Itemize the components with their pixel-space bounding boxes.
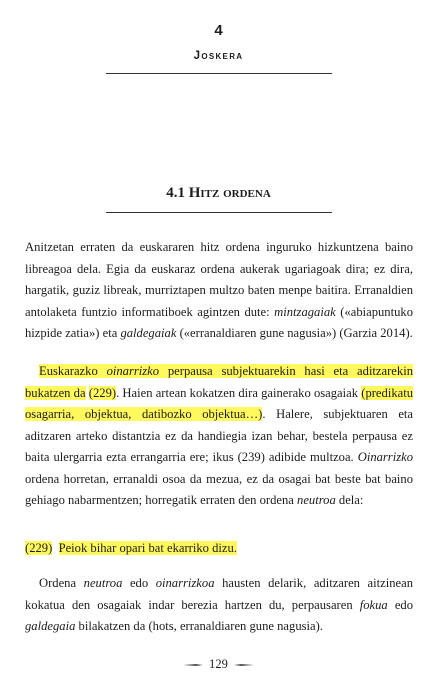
example-number: (229)	[25, 541, 53, 555]
highlighted-text: (predikatu osagarria, objektua, datibozko objektua…)	[25, 385, 414, 421]
highlighted-text: Euskarazko oinarrizko perpausa subjektuarekin hasi eta aditzarekin bukatzen da	[25, 364, 413, 400]
section-title: Hitz ordena	[188, 185, 271, 201]
chapter-divider	[106, 73, 332, 74]
page-number: 129	[209, 657, 228, 671]
paragraph-1: Anitzetan erraten da euskararen hitz ordena inguruko hizkuntzena baino libreagoa dela. Egia da euskaraz ordena aukerak ugariagoak dira; ez dira, hargatik, guziz libreak, murriztapen multzo baten menpe baitira. Erranaldien antolaketa funtzio informatiboek agintzen dute: mintzagaiak («abiapuntuko hizpide zatia») eta galdegaiak («erranaldiaren gune nagusia») (Garzia 2014).	[25, 240, 413, 340]
section-heading	[0, 185, 437, 202]
ornament-right-icon	[234, 662, 254, 668]
example-229	[25, 538, 237, 560]
section-number: 4.1	[166, 185, 185, 201]
chapter-number: 4	[214, 22, 223, 39]
page-footer	[0, 657, 437, 672]
ornament-left-icon	[183, 662, 203, 668]
section-divider	[106, 212, 332, 213]
example-sentence: Peiok bihar opari bat ekarriko dizu.	[58, 541, 237, 555]
example-reference: (229)	[88, 385, 117, 400]
paragraph-3: Ordena neutroa edo oinarrizkoa hausten delarik, aditzaren aitzinean kokatua den osagaiak indar berezia hartzen du, perpausaren fokua edo galdegaia bilakatzen da (hots, erranaldiaren gune nagusia).	[25, 576, 413, 633]
chapter-title: Joskera	[193, 50, 244, 62]
paragraph-2: Euskarazko oinarrizko perpausa subjektuarekin hasi eta aditzarekin bukatzen da (229). Haien artean kokatzen dira gainerako osagaiak (predikatu osagarria, objektua, datibozko objektua…). Halere, subjektuaren eta aditzaren arteko distantzia ez da handiegia izan behar, bestela perpausa ez baita ulergarria ezta errangarria ere; ikus (239) adibide multzoa. Oinarrizko ordena horretan, erranaldi osoa da mezua, ez da osagai bat beste bat baino gehiago nabarmentzen; horregatik erraten den ordena neutroa dela:	[25, 364, 414, 507]
